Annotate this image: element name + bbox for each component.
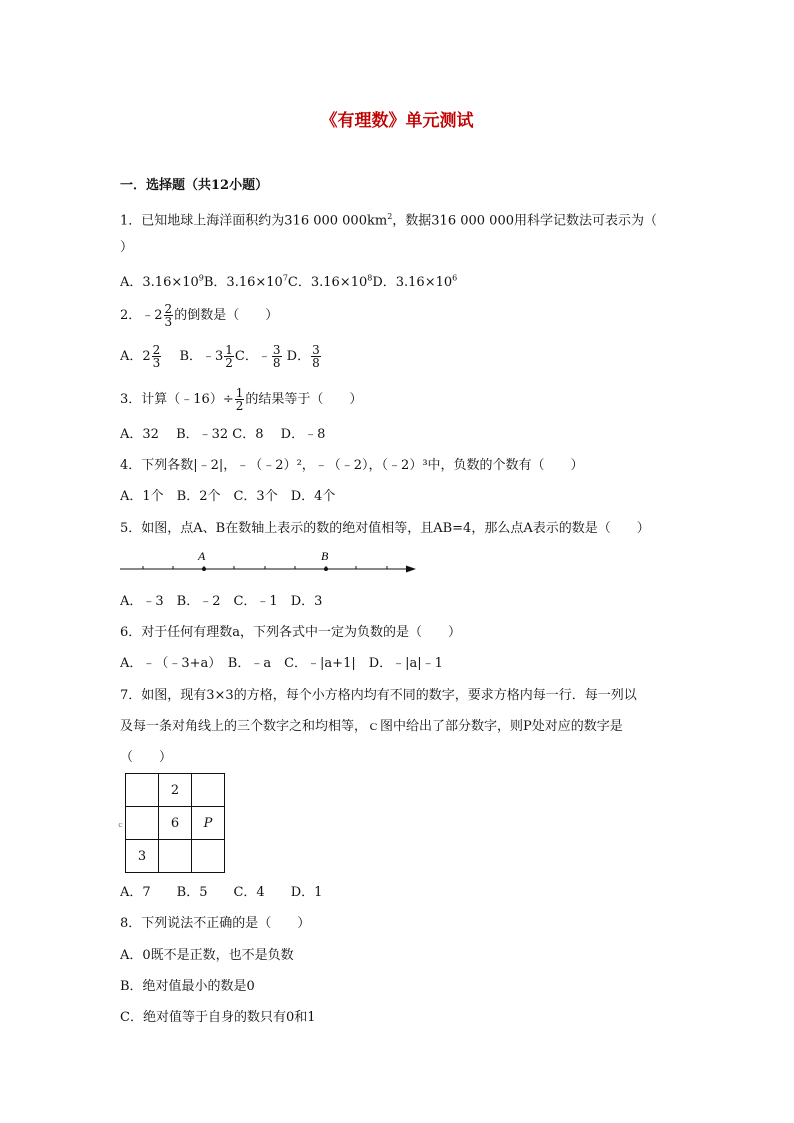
magic-square-grid	[125, 773, 225, 873]
question-3-options[interactable]: A．32 B．﹣32 C．8 D．﹣8	[120, 427, 326, 442]
question-2-options	[120, 344, 322, 369]
question-3-stem: 3．计算（﹣16）÷ $\frac{1}{2}$ 的结果等于（ ）	[120, 386, 363, 413]
question-8-stem: 8．下列说法不正确的是（ ）	[120, 916, 311, 931]
question-1-stem: 1．已知地球上海洋面积约为316 000 $000km^2$，数据316 000 000用科学记数法可表示为（	[120, 212, 657, 229]
point-b	[324, 567, 328, 571]
grid-cell	[159, 840, 192, 873]
question-7-stem-line-2: 及每一条对角线上的三个数字之和均相等，ｃ图中给出了部分数字，则P处对应的数字是	[120, 719, 623, 734]
question-8-option-b[interactable]: B．绝对值最小的数是0	[120, 979, 255, 994]
number-line-figure	[118, 548, 423, 580]
page-title: 《有理数》单元测试	[320, 111, 474, 131]
section-heading: 一．选择题（共12小题）	[120, 178, 269, 193]
option-a[interactable]: A．2 $\frac{2}{3}$	[120, 343, 161, 370]
arrow-head-icon	[406, 566, 416, 573]
question-8-option-a[interactable]: A．0既不是正数，也不是负数	[120, 948, 294, 963]
question-5-stem: 5．如图，点A、B在数轴上表示的数的绝对值相等，且AB=4，那么点A表示的数是（ ）	[120, 521, 650, 536]
paragraph-mark: ｃ	[117, 821, 124, 829]
grid-cell	[192, 774, 225, 807]
question-1-options	[120, 271, 457, 291]
question-6-stem: 6．对于任何有理数a，下列各式中一定为负数的是（ ）	[120, 625, 462, 640]
question-7-options[interactable]: A．7 B．5 C．4 D．1	[120, 885, 323, 900]
question-7-stem-line-1: 7．如图，现有3×3的方格，每个小方格内均有不同的数字，要求方格内每一行．每一列以	[120, 688, 637, 703]
grid-cell: 2	[159, 774, 192, 807]
grid-cell	[126, 774, 159, 807]
question-1-stem-end: ）	[120, 240, 134, 255]
grid-cell: 3	[126, 840, 159, 873]
fraction: $\frac{2}{3}$	[164, 302, 173, 329]
label-a: A	[198, 549, 206, 563]
label-b: B	[321, 549, 329, 563]
grid-cell-p: P	[192, 807, 225, 840]
option-b[interactable]: B．﹣3 $\frac{1}{2}$	[166, 343, 233, 370]
grid-cell	[192, 840, 225, 873]
grid-cell: 6	[159, 807, 192, 840]
question-2-stem: 2．﹣2 $\frac{2}{3}$ 的倒数是（ ）	[120, 302, 279, 329]
question-4-options[interactable]: A．1个 B．2个 C．3个 D．4个	[120, 489, 336, 504]
option-c[interactable]: C．$3.16\times 10^8$	[287, 274, 373, 291]
question-4-stem: 4．下列各数|﹣2|，﹣（﹣2）²，﹣（﹣2），（﹣2）³中，负数的个数有（ ）	[120, 458, 584, 473]
option-d[interactable]: D．$3.16\times 10^6$	[372, 274, 458, 291]
question-6-options[interactable]: A．﹣（﹣3+a） B．﹣a C．﹣|a+1| D．﹣|a|﹣1	[120, 656, 443, 671]
option-d[interactable]: D． $\frac{3}{8}$	[286, 343, 320, 370]
option-a[interactable]: A．$3.16\times 10^9$	[120, 274, 204, 291]
option-b[interactable]: B．$3.16\times 10^7$	[203, 274, 288, 291]
grid-cell	[126, 807, 159, 840]
question-7-stem-line-3: （ ）	[120, 750, 173, 765]
option-c[interactable]: C．﹣ $\frac{3}{8}$	[234, 343, 281, 370]
point-a	[202, 567, 206, 571]
question-5-options[interactable]: A．﹣3 B．﹣2 C．﹣1 D．3	[120, 594, 323, 609]
question-8-option-c[interactable]: C．绝对值等于自身的数只有0和1	[120, 1010, 316, 1025]
